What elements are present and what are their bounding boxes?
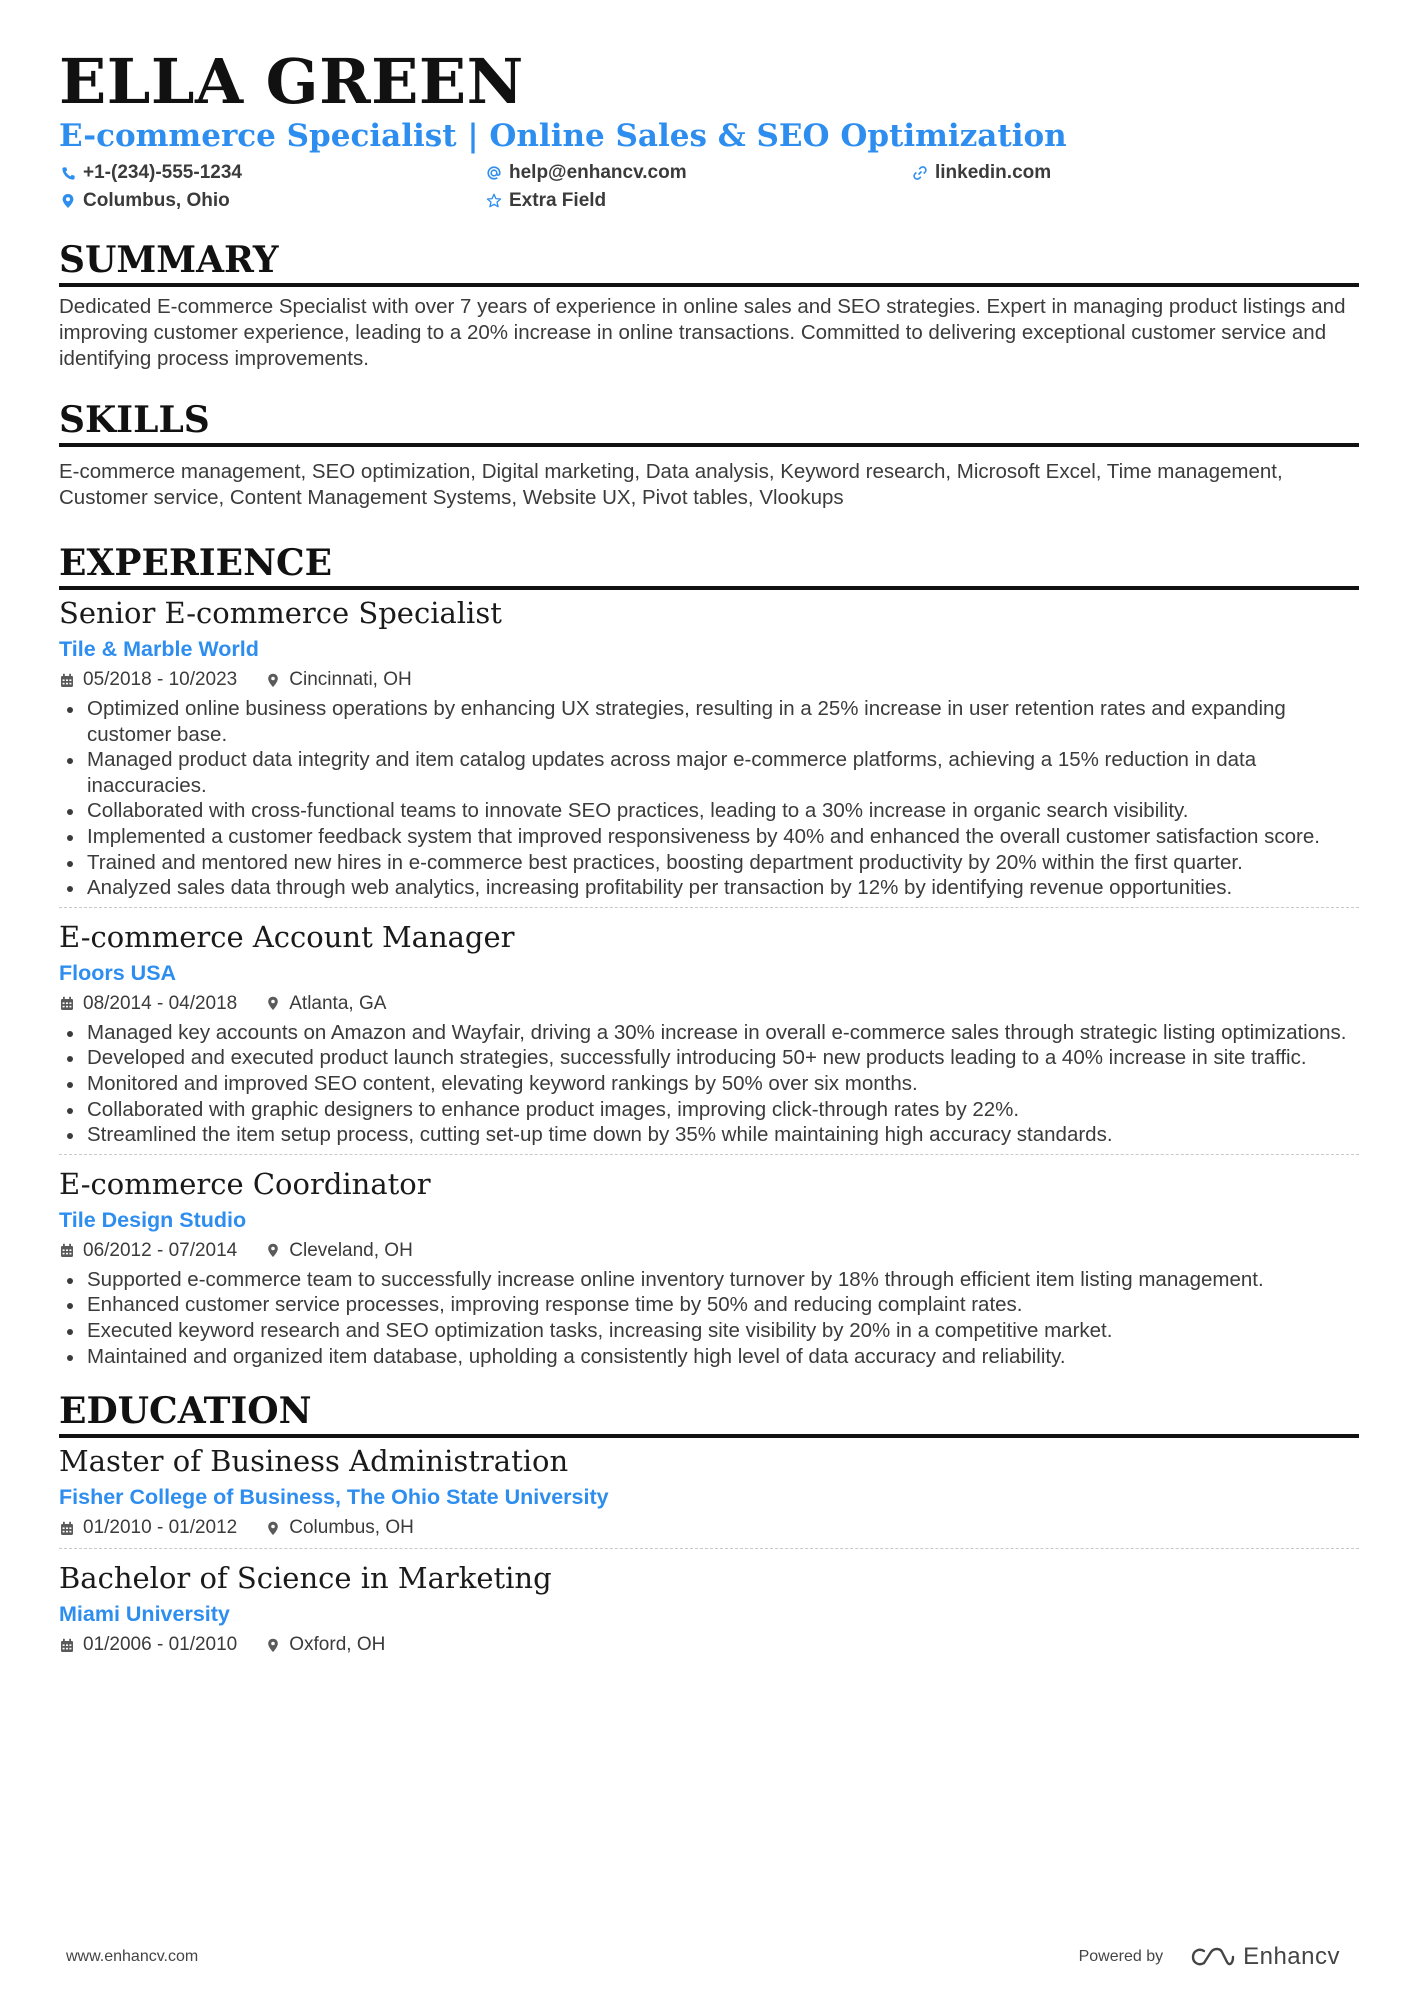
- page-footer: [66, 1943, 1340, 1971]
- calendar-icon: [59, 996, 75, 1012]
- job-title: E-commerce Account Manager: [59, 919, 515, 954]
- job-dates: 06/2012 - 07/2014: [83, 1239, 238, 1261]
- achievement-item: Maintained and organized item database, upholding a consistently high level of data accuracy and reliability.: [59, 1344, 1359, 1370]
- company-name: Tile Design Studio: [59, 1207, 247, 1232]
- star-icon: [485, 192, 503, 210]
- education-meta: [59, 1514, 1359, 1542]
- education-entry: [59, 1442, 1359, 1548]
- summary-section: [59, 240, 1359, 372]
- enhancv-logo-icon: [1191, 1946, 1235, 1968]
- skills-heading: SKILLS: [59, 400, 1359, 447]
- degree-title: Master of Business Administration: [59, 1444, 569, 1479]
- candidate-name: ELLA GREEN: [59, 45, 524, 118]
- contact-linkedin[interactable]: [911, 160, 1211, 186]
- calendar-icon: [59, 672, 75, 688]
- job-location: Atlanta, GA: [289, 992, 387, 1014]
- phone-number: +1-(234)-555-1234: [83, 162, 242, 183]
- achievement-list: [59, 696, 1359, 901]
- skills-section: [59, 400, 1359, 511]
- company-name: Floors USA: [59, 960, 177, 985]
- calendar-icon: [59, 1520, 75, 1536]
- achievement-item: Streamlined the item setup process, cutting set-up time down by 35% while maintaining high accuracy standards.: [59, 1122, 1359, 1148]
- experience-section: [59, 543, 1359, 1375]
- summary-heading: SUMMARY: [59, 240, 1359, 287]
- achievement-list: [59, 1267, 1359, 1369]
- map-pin-icon: [265, 1520, 281, 1536]
- extra-field-text: Extra Field: [509, 190, 607, 211]
- achievement-item: Enhanced customer service processes, improving response time by 50% and reducing complaint rates.: [59, 1292, 1359, 1318]
- achievement-item: Collaborated with cross-functional teams to innovate SEO practices, leading to a 30% increase in organic search visibility.: [59, 798, 1359, 824]
- link-icon: [911, 164, 929, 182]
- powered-by-label: Powered by: [1078, 1948, 1164, 1965]
- job-meta: [59, 990, 1359, 1018]
- education-meta: [59, 1631, 1359, 1659]
- contact-location: [59, 188, 485, 214]
- achievement-item: Executed keyword research and SEO optimization tasks, increasing site visibility by 20% in a competitive market.: [59, 1318, 1359, 1344]
- education-location: Oxford, OH: [289, 1634, 386, 1656]
- education-heading: EDUCATION: [59, 1391, 1359, 1438]
- location-text: Columbus, Ohio: [83, 190, 230, 211]
- map-pin-icon: [265, 996, 281, 1012]
- education-dates: 01/2006 - 01/2010: [83, 1634, 238, 1656]
- linkedin-url: linkedin.com: [935, 162, 1052, 183]
- job-dates: 08/2014 - 04/2018: [83, 992, 238, 1014]
- experience-entry: [59, 1154, 1359, 1375]
- achievement-item: Analyzed sales data through web analytics, increasing profitability per transaction by 12% by identifying revenue opportunities.: [59, 875, 1359, 901]
- school-name: Fisher College of Business, The Ohio State University: [59, 1485, 609, 1510]
- skills-text: E-commerce management, SEO optimization, Digital marketing, Data analysis, Keyword research, Microsoft Excel, Time management, Customer service, Content Management Systems, Website UX, Pivot tables, Vlookups: [59, 460, 1283, 509]
- experience-heading: EXPERIENCE: [59, 543, 1359, 590]
- footer-branding: [1079, 1943, 1340, 1971]
- calendar-icon: [59, 1243, 75, 1259]
- job-title: Senior E-commerce Specialist: [59, 596, 502, 630]
- map-pin-icon: [59, 192, 77, 210]
- phone-icon: [59, 164, 77, 182]
- job-title: E-commerce Coordinator: [59, 1166, 431, 1201]
- map-pin-icon: [265, 1243, 281, 1259]
- achievement-item: Trained and mentored new hires in e-commerce best practices, boosting department productivity by 20% within the first quarter.: [59, 850, 1359, 876]
- education-section: [59, 1391, 1359, 1665]
- job-meta: [59, 1237, 1359, 1265]
- education-location: Columbus, OH: [289, 1517, 414, 1539]
- achievement-item: Collaborated with graphic designers to enhance product images, improving click-through rates by 22%.: [59, 1097, 1359, 1123]
- experience-entry: [59, 594, 1359, 907]
- enhancv-brand-name: Enhancv: [1243, 1943, 1340, 1970]
- achievement-item: Monitored and improved SEO content, elevating keyword rankings by 50% over six months.: [59, 1071, 1359, 1097]
- contact-phone[interactable]: [59, 160, 485, 186]
- education-dates: 01/2010 - 01/2012: [83, 1517, 238, 1539]
- job-location: Cincinnati, OH: [289, 669, 412, 690]
- email-address: help@enhancv.com: [509, 162, 687, 183]
- school-name: Miami University: [59, 1602, 230, 1627]
- enhancv-logo[interactable]: [1191, 1943, 1340, 1971]
- contact-email[interactable]: [485, 160, 911, 186]
- education-entry: [59, 1548, 1359, 1665]
- achievement-list: [59, 1020, 1359, 1148]
- map-pin-icon: [265, 1637, 281, 1653]
- achievement-item: Optimized online business operations by enhancing UX strategies, resulting in a 25% increase in user retention rates and expanding customer base.: [59, 696, 1359, 747]
- calendar-icon: [59, 1637, 75, 1653]
- achievement-item: Managed product data integrity and item catalog updates across major e-commerce platforms, achieving a 15% reduction in data inaccuracies.: [59, 747, 1359, 798]
- company-name: Tile & Marble World: [59, 637, 259, 661]
- job-meta: [59, 666, 1359, 694]
- footer-website-link[interactable]: www.enhancv.com: [66, 1948, 199, 1965]
- achievement-item: Managed key accounts on Amazon and Wayfair, driving a 30% increase in overall e-commerce sales through strategic listing optimizations.: [59, 1020, 1359, 1046]
- summary-text: Dedicated E-commerce Specialist with over 7 years of experience in online sales and SEO strategies. Expert in managing product listings and improving customer experience, leading to a 20% increase in online transactions. Committed to delivering exceptional customer service and identifying process improvements.: [59, 295, 1346, 370]
- candidate-headline: E-commerce Specialist | Online Sales & SEO Optimization: [59, 118, 1067, 154]
- job-location: Cleveland, OH: [289, 1239, 413, 1261]
- contact-extra: [485, 188, 911, 214]
- achievement-item: Implemented a customer feedback system that improved responsiveness by 40% and enhanced the overall customer satisfaction score.: [59, 824, 1359, 850]
- degree-title: Bachelor of Science in Marketing: [59, 1561, 552, 1596]
- experience-entry: [59, 907, 1359, 1154]
- job-dates: 05/2018 - 10/2023: [83, 669, 238, 690]
- achievement-item: Developed and executed product launch strategies, successfully introducing 50+ new products leading to a 40% increase in site traffic.: [59, 1045, 1359, 1071]
- at-sign-icon: [485, 164, 503, 182]
- contact-info: [59, 160, 1359, 214]
- resume-page: [59, 45, 1359, 1665]
- achievement-item: Supported e-commerce team to successfully increase online inventory turnover by 18% through efficient item listing management.: [59, 1267, 1359, 1293]
- map-pin-icon: [265, 672, 281, 688]
